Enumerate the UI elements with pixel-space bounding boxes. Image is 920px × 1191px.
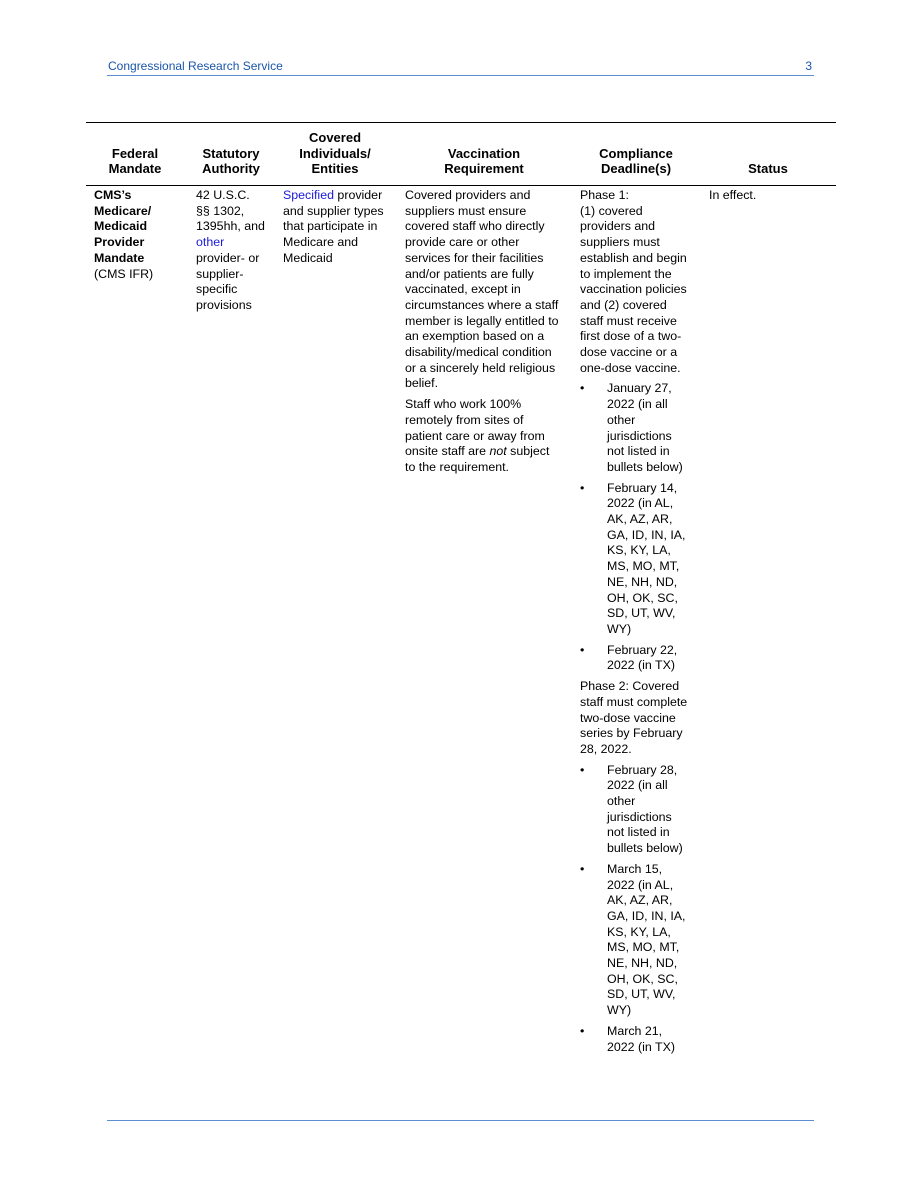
cell-vaccination-requirement <box>405 188 569 481</box>
cell-federal-mandate <box>94 188 174 282</box>
cell-covered-entities <box>283 188 395 267</box>
column-header-status: Status <box>748 161 788 177</box>
authority-tail: provider- or supplier- specific provisions <box>196 250 260 312</box>
bullet-icon: • <box>580 762 585 777</box>
footer-rule <box>107 1120 814 1121</box>
requirement-paragraph-2 <box>405 397 569 476</box>
bullet-icon: • <box>580 642 585 657</box>
specified-link[interactable]: Specified <box>283 188 334 202</box>
requirement-paragraph-1: Covered providers and suppliers must ensure covered staff who directly provide care or other services for their facilities and/or patients are fully vaccinated, except in circumstances where a staff member is legally entitled to an exemption based on a disability/medical condition or a sincerely held religious belief. <box>405 188 559 391</box>
requirement-p2-emphasis: not <box>489 444 507 459</box>
requirement-p2-pre: onsite staff are <box>405 444 490 459</box>
bullet-icon: • <box>580 381 585 396</box>
bullet-icon: • <box>580 861 585 876</box>
bullet-icon: • <box>580 480 585 495</box>
phase-1-text: Phase 1: (1) covered providers and suppliers must establish and begin to implement the vaccination policies and (2) covered staff must receive first dose of a two- dose vaccine or a one-dose vaccine. <box>580 188 687 375</box>
cell-statutory-authority <box>196 188 274 314</box>
requirement-p2-post: subject <box>506 444 550 459</box>
column-header-covered-individuals: Covered Individuals/ Entities <box>299 129 371 177</box>
phase-2-bullets <box>580 763 698 1056</box>
column-header-statutory-authority: Statutory Authority <box>202 145 260 177</box>
column-header-compliance-deadlines: Compliance Deadline(s) <box>599 145 673 177</box>
bullet-icon: • <box>580 1023 585 1038</box>
table-header-row <box>86 123 836 186</box>
phase-1-bullets <box>580 381 698 674</box>
status-value: In effect. <box>709 188 757 202</box>
deadline-bullet-item: • February 28, 2022 (in all other jurisdictions not listed in bullets below) <box>580 762 683 856</box>
cell-compliance-deadlines <box>580 188 698 1060</box>
authority-other-link[interactable]: other <box>196 235 225 250</box>
requirement-p2-last: to the requirement. <box>405 459 510 474</box>
cell-status <box>709 188 819 204</box>
page-number: 3 <box>805 59 812 73</box>
column-header-vaccination-requirement: Vaccination Requirement <box>444 145 524 177</box>
deadline-bullet-item: • February 22, 2022 (in TX) <box>580 642 678 673</box>
mandate-name: CMS’s Medicare/ Medicaid Provider Mandate <box>94 188 152 265</box>
deadline-bullet-item: • March 15, 2022 (in AL, AK, AZ, AR, GA, ID, IN, IA, KS, KY, LA, MS, MO, MT, NE, NH, ND, OH, OK, SC, SD, UT, WV, WY) <box>580 861 686 1018</box>
authority-citation: 42 U.S.C. §§ 1302, 1395hh, and <box>196 188 265 234</box>
column-header-federal-mandate: Federal Mandate <box>108 145 162 177</box>
deadline-bullet-item: • January 27, 2022 (in all other jurisdictions not listed in bullets below) <box>580 381 683 474</box>
header-title: Congressional Research Service <box>108 59 283 73</box>
mandate-abbrev: (CMS IFR) <box>94 266 154 281</box>
phase-2-text: Phase 2: Covered staff must complete two-dose vaccine series by February 28, 2022. <box>580 679 688 756</box>
running-header <box>107 59 814 76</box>
covered-first-text: provider <box>333 188 383 202</box>
requirement-p2-lines: Staff who work 100% remotely from sites of patient care or away from <box>405 397 545 443</box>
covered-text: and supplier types that participate in Medicare and Medicaid <box>283 203 384 265</box>
deadline-bullet-item: • February 14, 2022 (in AL, AK, AZ, AR, GA, ID, IN, IA, KS, KY, LA, MS, MO, MT, NE, NH, ND, OH, OK, SC, SD, UT, WV, WY) <box>580 480 686 636</box>
deadline-bullet-item: • March 21, 2022 (in TX) <box>580 1023 675 1054</box>
